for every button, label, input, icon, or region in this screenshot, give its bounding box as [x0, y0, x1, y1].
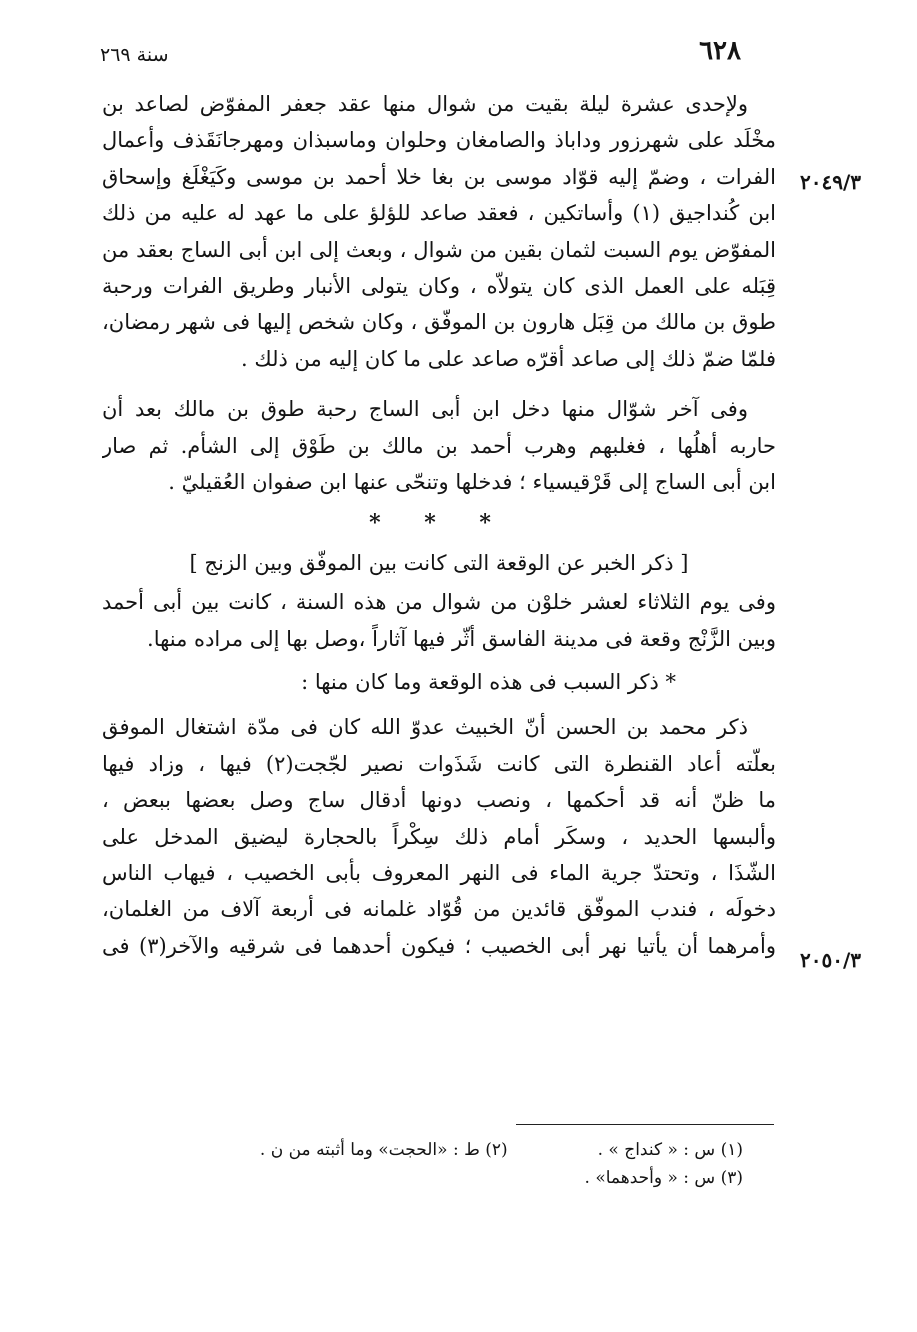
text-line: مخْلَد على شهرزور وداباذ والصامغان وحلوان وماسبذان ومهرجانَقَذف وأعمال: [102, 128, 776, 153]
section-heading: [ ذكر الخبر عن الوقعة التى كانت بين الموفّق وبين الزنج ]: [189, 551, 689, 576]
text-line: ذكر محمد بن الحسن أنّ الخبيث عدوّ الله كان فى مدّة اشتغال الموفق: [102, 715, 748, 740]
text-line: قِبَله على العمل الذى كان يتولاّه ، وكان يتولى الأنبار وطريق الفرات ورحبة: [102, 274, 776, 299]
text-line: وألبسها الحديد ، وسكَر أمام ذلك سِكْراً بالحجارة ليضيق المدخل على: [102, 824, 776, 849]
text-line: وفى يوم الثلاثاء لعشر خلوْن من شوال من هذه السنة ، كانت بين أبى أحمد: [102, 590, 776, 615]
text-line: ابن أبى الساج إلى قَرْقيسياء ؛ فدخلها وتنحّى عنها ابن صفوان العُقيليّ .: [168, 470, 776, 495]
footnote: (٣) س : « وأحدهما» .: [584, 1168, 743, 1188]
footnote-rule: [516, 1124, 774, 1125]
text-line: ولإحدى عشرة ليلة بقيت من شوال منها عقد جعفر المفوّض لصاعد بن: [102, 92, 748, 116]
page-number: ٦٢٨: [699, 36, 741, 66]
footnotes: [143, 1136, 743, 1192]
footnote: (١) س : « كنداج » .: [597, 1140, 743, 1160]
paragraph-gap: [102, 377, 776, 391]
section-separator: * * *: [369, 510, 509, 537]
paragraph: [102, 709, 776, 964]
footnote-row: [143, 1136, 743, 1164]
text-line: وفى آخر شوّال منها دخل ابن أبى الساج رحبة طوق بن مالك بعد أن: [102, 397, 748, 422]
footnote-row: [143, 1164, 743, 1192]
text-column: [102, 86, 776, 964]
text-line: فلمّا ضمّ ذلك إلى صاعد أقرّه صاعد على ما كان إليه من ذلك .: [241, 346, 776, 371]
text-line: وأمرهما أن يأتيا نهر أبى الخصيب ؛ فيكون أحدهما فى شرقيه والآخر(٣) فى: [102, 933, 776, 958]
text-line: الفرات ، وضمّ إليه قوّاد موسى بن بغا خلا أحمد بن موسى وكَيَغْلَغ وإسحاق: [102, 164, 776, 189]
text-line: طوق بن مالك من قِبَل هارون بن الموفّق ، وكان شخص إليها فى شهر رمضان،: [102, 310, 776, 335]
text-line: دخولَه ، فندب الموفّق قائدين من قُوّاد غلمانه فى أربعة آلاف من الغلمان،: [102, 897, 776, 922]
footnote: (٢) ط : «الحجت» وما أثبته من ن .: [259, 1140, 508, 1160]
running-head: سنة ٢٦٩: [100, 44, 169, 66]
text-line: وبين الزَّنْج وقعة فى مدينة الفاسق أثّر فيها آثاراً ،وصل بها إلى مراده منها.: [147, 626, 776, 651]
text-line: الشّذَا ، وتحتدّ جرية الماء فى النهر المعروف بأبى الخصيب ، فيهاب الناس: [102, 860, 776, 885]
text-line: المفوّض يوم السبت لثمان بقين من شوال ، وبعث إلى ابن أبى الساج بعقد من: [102, 237, 776, 262]
text-line: ما ظنّ أنه قد أحكمها ، ونصب دونها أدقال ساج وصل بعضها ببعض ،: [102, 788, 776, 813]
paragraph: [102, 391, 776, 500]
text-line: حاربه أهلُها ، فغلبهم وهرب أحمد بن مالك بن طَوْق إلى الشأم. ثم صار: [102, 433, 776, 458]
margin-reference: ٢٠٥٠/٣: [800, 948, 862, 972]
paragraph: [102, 584, 776, 657]
section-subheading: * ذكر السبب فى هذه الوقعة وما كان منها :: [301, 670, 676, 695]
text-line: بعلّته أعاد القنطرة التى كانت شَذَوات نصير لجّجت(٢) فيها ، وزاد فيها: [102, 751, 776, 776]
paragraph: [102, 86, 776, 377]
text-line: ابن كُنداجيق (١) وأساتكين ، فعقد صاعد للؤلؤ على ما عهد له عليه من ذلك: [102, 201, 776, 226]
margin-reference: ٢٠٤٩/٣: [800, 170, 862, 194]
